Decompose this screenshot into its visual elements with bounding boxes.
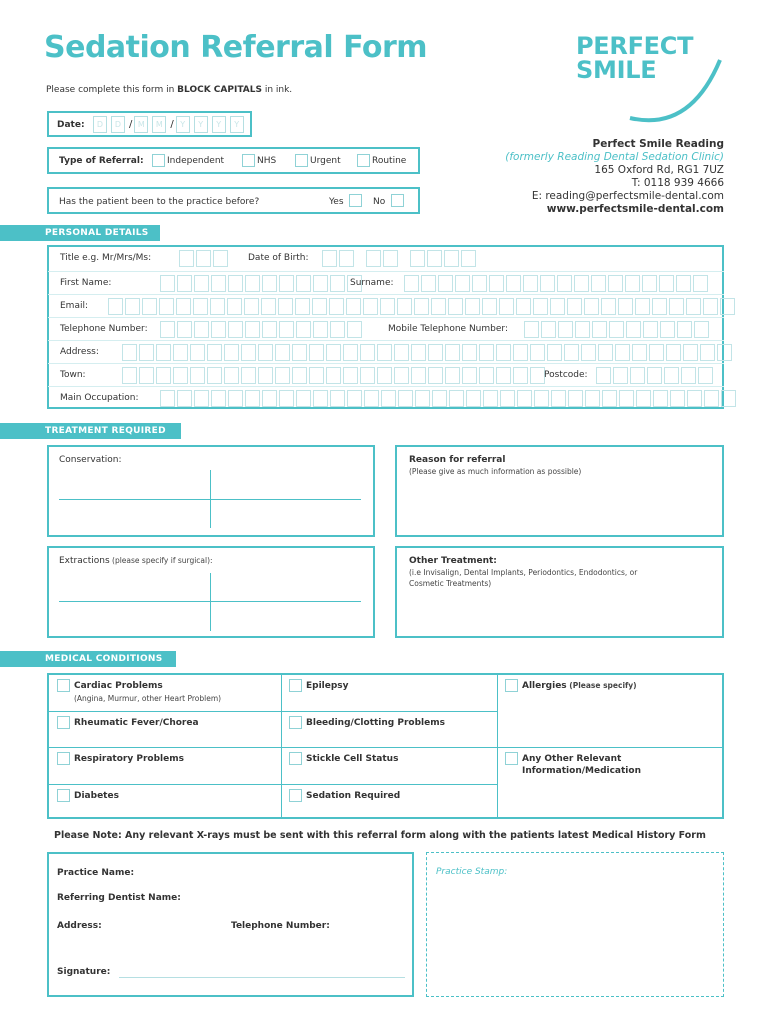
email-input[interactable]: [108, 298, 735, 315]
respiratory-checkbox[interactable]: [57, 752, 70, 765]
first-name-input[interactable]: [160, 275, 362, 292]
independent-checkbox[interactable]: [152, 154, 165, 167]
occupation-input[interactable]: [160, 390, 736, 407]
sedation-checkbox[interactable]: [289, 789, 302, 802]
visited-no-checkbox[interactable]: [391, 194, 404, 207]
sickle-cell-checkbox[interactable]: [289, 752, 302, 765]
extractions-box[interactable]: Extractions (please specify if surgical):: [47, 546, 375, 638]
medical-conditions-box: Cardiac Problems (Angina, Murmur, other Heart Problem) Epilepsy Allergies (Please specify) Rheumatic Fever/Chorea Bleeding/Clotting Problems Respiratory Problems Stickle Cell Status Any Other Relevant Information/Medication Diabetes Sedation Required: [47, 673, 724, 819]
epilepsy-checkbox[interactable]: [289, 679, 302, 692]
cardiac-checkbox[interactable]: [57, 679, 70, 692]
dob-input[interactable]: [322, 250, 476, 267]
rheumatic-checkbox[interactable]: [57, 716, 70, 729]
section-personal-details: PERSONAL DETAILS: [0, 225, 160, 241]
perfect-smile-logo: PERFECT SMILE: [576, 32, 694, 84]
name-row: First Name: Surname:: [48, 271, 724, 294]
referral-type-box: Type of Referral: Independent NHS Urgent Routine: [47, 147, 420, 174]
urgent-checkbox[interactable]: [295, 154, 308, 167]
nhs-checkbox[interactable]: [242, 154, 255, 167]
signature-line[interactable]: [119, 977, 405, 978]
mobile-input[interactable]: [524, 321, 709, 338]
date-field[interactable]: Date: D D / M M / Y Y Y Y: [47, 111, 252, 137]
section-treatment-required: TREATMENT REQUIRED: [0, 423, 181, 439]
bleeding-checkbox[interactable]: [289, 716, 302, 729]
town-input[interactable]: [122, 367, 545, 384]
email-row: Email:: [48, 294, 724, 317]
occupation-row: Main Occupation:: [48, 386, 724, 409]
address-row: Address:: [48, 340, 724, 363]
visited-yes-checkbox[interactable]: [349, 194, 362, 207]
allergies-checkbox[interactable]: [505, 679, 518, 692]
extraction-chart-vertical: [210, 573, 211, 631]
clinic-contact: Perfect Smile Reading (formerly Reading Dental Sedation Clinic) 165 Oxford Rd, RG1 7UZ T: 0118 939 4666 E: reading@perfectsmile-dental.com www.perfectsmile-dental.com: [505, 138, 724, 215]
form-instructions: Please complete this form in BLOCK CAPITALS in ink.: [46, 85, 293, 95]
practice-stamp-box[interactable]: Practice Stamp:: [426, 852, 724, 997]
telephone-input[interactable]: [160, 321, 362, 338]
date-cells[interactable]: D D / M M / Y Y Y Y: [93, 116, 246, 133]
surname-input[interactable]: [404, 275, 708, 292]
visited-before-box: Has the patient been to the practice before? Yes No: [47, 187, 420, 214]
address-input[interactable]: [122, 344, 732, 361]
routine-checkbox[interactable]: [357, 154, 370, 167]
postcode-input[interactable]: [596, 367, 713, 384]
practice-details-box: Practice Name: Referring Dentist Name: Address: Telephone Number: Signature:: [47, 852, 414, 997]
tooth-chart-vertical: [210, 470, 211, 528]
title-dob-row: Title e.g. Mr/Mrs/Ms: Date of Birth:: [48, 247, 724, 270]
xray-note: Please Note: Any relevant X-rays must be sent with this referral form along with the patients latest Medical History Form: [54, 830, 706, 841]
smile-arc-icon: [620, 40, 730, 125]
form-title: Sedation Referral Form: [44, 30, 428, 65]
town-row: Town: Postcode:: [48, 363, 724, 386]
other-treatment-box[interactable]: Other Treatment: (i.e Invisalign, Dental Implants, Periodontics, Endodontics, or Cosmetic Treatments): [395, 546, 724, 638]
section-medical-conditions: MEDICAL CONDITIONS: [0, 651, 176, 667]
title-input[interactable]: [179, 250, 228, 267]
diabetes-checkbox[interactable]: [57, 789, 70, 802]
telephone-row: Telephone Number: Mobile Telephone Number:: [48, 317, 724, 340]
other-info-checkbox[interactable]: [505, 752, 518, 765]
conservation-box[interactable]: Conservation:: [47, 445, 375, 537]
reason-for-referral-box[interactable]: Reason for referral (Please give as much information as possible): [395, 445, 724, 537]
